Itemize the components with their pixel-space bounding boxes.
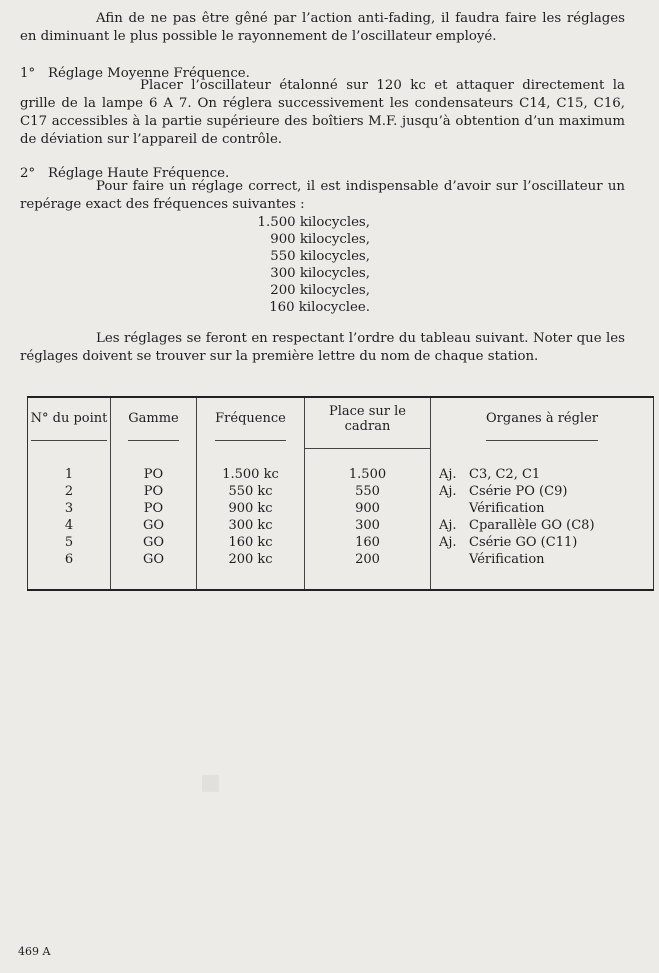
header-place: Place sur le cadran	[305, 397, 431, 454]
cell-point: 3	[64, 501, 74, 516]
header-organes: Organes à régler	[431, 397, 654, 454]
cell-organe: Vérification	[431, 551, 654, 568]
frequency-item: 300 kilocycles,	[270, 266, 370, 281]
cell-freq: 300 kc	[197, 517, 305, 534]
cell-point: 6	[64, 552, 74, 567]
table-row	[28, 466, 654, 483]
cell-organe: Aj. Csérie PO (C9)	[431, 483, 654, 500]
frequency-item: 1.500 kilocycles,	[257, 215, 370, 230]
cell-organe: Aj. Cparallèle GO (C8)	[431, 517, 654, 534]
cell-freq: 200 kc	[197, 551, 305, 568]
section1-number: 1°	[20, 66, 36, 81]
page-number: 469 A	[18, 945, 51, 958]
cell-point: 4	[64, 518, 74, 533]
header-frequence: Fréquence	[197, 397, 305, 454]
section1-paragraph: Placer l’oscillateur étalonné sur 120 kc et attaquer directement la grille de la lampe 6 A 7. On réglera successivement les condensateurs C14, C15, C16, C17 accessibles à la partie supérieure des boîtiers M.F. jusqu’à obtention d’un maximum de déviation sur l’appareil de contrôle.	[20, 78, 625, 147]
section2-paragraph: Pour faire un réglage correct, il est indispensable d’avoir sur l’oscillateur un repérage exact des fréquences suivantes :	[20, 179, 625, 212]
section2-number: 2°	[20, 166, 36, 181]
adjustment-table	[27, 396, 654, 591]
cell-organe: Aj. Csérie GO (C11)	[431, 534, 654, 551]
cell-place: 200	[305, 551, 431, 568]
table-row	[28, 534, 654, 551]
cell-place: 900	[305, 500, 431, 517]
frequency-item: 900 kilocycles,	[270, 232, 370, 247]
cell-point: 2	[64, 484, 74, 499]
cell-gamme: PO	[111, 483, 197, 500]
cell-gamme: PO	[111, 500, 197, 517]
table-row	[28, 483, 654, 500]
cell-gamme: GO	[111, 534, 197, 551]
cell-gamme: GO	[111, 517, 197, 534]
frequency-item: 200 kilocycles,	[270, 283, 370, 298]
cell-organe: Vérification	[431, 500, 654, 517]
frequency-list	[240, 214, 370, 316]
cell-place: 160	[305, 534, 431, 551]
table-row	[28, 551, 654, 568]
section2-title: Réglage Haute Fréquence.	[48, 166, 230, 181]
cell-place: 550	[305, 483, 431, 500]
table-header-row	[28, 397, 654, 454]
cell-point: 1	[64, 467, 74, 482]
cell-freq: 900 kc	[197, 500, 305, 517]
header-gamme: Gamme	[111, 397, 197, 454]
table-note-paragraph: Les réglages se feront en respectant l’ordre du tableau suivant. Noter que les réglages doivent se trouver sur la première lettre du nom de chaque station.	[20, 331, 625, 364]
cell-freq: 550 kc	[197, 483, 305, 500]
bleed-through-text: ■	[200, 770, 221, 795]
table-row	[28, 500, 654, 517]
table-row	[28, 517, 654, 534]
frequency-item: 550 kilocycles,	[270, 249, 370, 264]
cell-freq: 160 kc	[197, 534, 305, 551]
cell-place: 1.500	[305, 466, 431, 483]
cell-gamme: PO	[111, 466, 197, 483]
cell-gamme: GO	[111, 551, 197, 568]
cell-point: 5	[64, 535, 74, 550]
intro-paragraph: Afin de ne pas être gêné par l’action anti-fading, il faudra faire les réglages en diminuant le plus possible le rayonnement de l’oscillateur employé.	[20, 11, 625, 44]
header-point: N° du point	[28, 397, 111, 454]
frequency-item: 160 kilocyclee.	[269, 300, 370, 315]
cell-organe: Aj. C3, C2, C1	[431, 466, 654, 483]
cell-freq: 1.500 kc	[197, 466, 305, 483]
cell-place: 300	[305, 517, 431, 534]
section1-title: Réglage Moyenne Fréquence.	[48, 66, 250, 81]
